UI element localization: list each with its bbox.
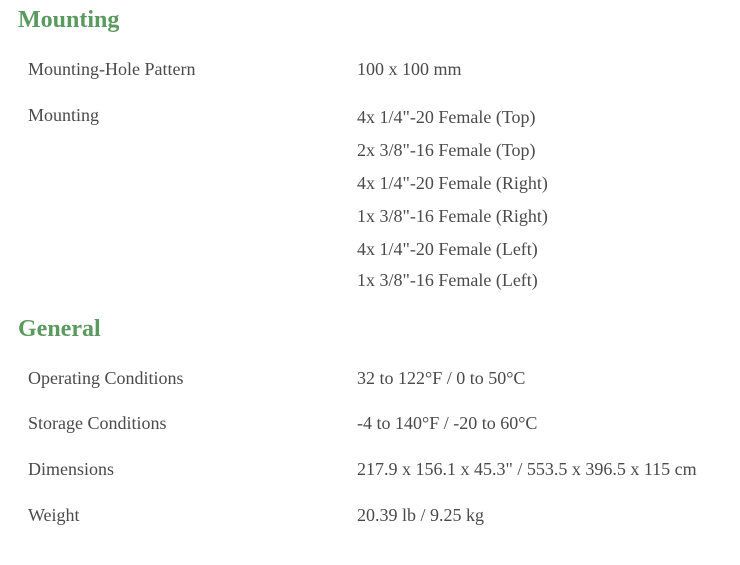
spec-label-storage-conditions: Storage Conditions [28,413,167,433]
spec-label-operating-conditions: Operating Conditions [28,368,184,388]
spec-value-mounting-1: 4x 1/4"-20 Female (Top) [357,107,536,127]
spec-value-dimensions: 217.9 x 156.1 x 45.3" / 553.5 x 396.5 x 115 cm [357,459,697,479]
spec-value-operating-conditions: 32 to 122°F / 0 to 50°C [357,368,526,388]
spec-label-mounting-hole-pattern: Mounting-Hole Pattern [28,59,196,79]
spec-value-weight: 20.39 lb / 9.25 kg [357,505,485,525]
section-title-mounting: Mounting [18,7,120,33]
spec-label-weight: Weight [28,505,80,525]
spec-value-mounting-3: 4x 1/4"-20 Female (Right) [357,173,548,193]
spec-label-mounting: Mounting [28,105,100,125]
spec-value-mounting-hole-pattern: 100 x 100 mm [357,59,462,79]
spec-value-mounting-4: 1x 3/8"-16 Female (Right) [357,206,548,226]
spec-value-storage-conditions: -4 to 140°F / -20 to 60°C [357,413,538,433]
spec-value-mounting-2: 2x 3/8"-16 Female (Top) [357,140,536,160]
section-title-general: General [18,316,101,342]
spec-value-mounting-5: 4x 1/4"-20 Female (Left) [357,239,538,259]
spec-label-dimensions: Dimensions [28,459,115,479]
spec-value-mounting-6: 1x 3/8"-16 Female (Left) [357,270,538,290]
